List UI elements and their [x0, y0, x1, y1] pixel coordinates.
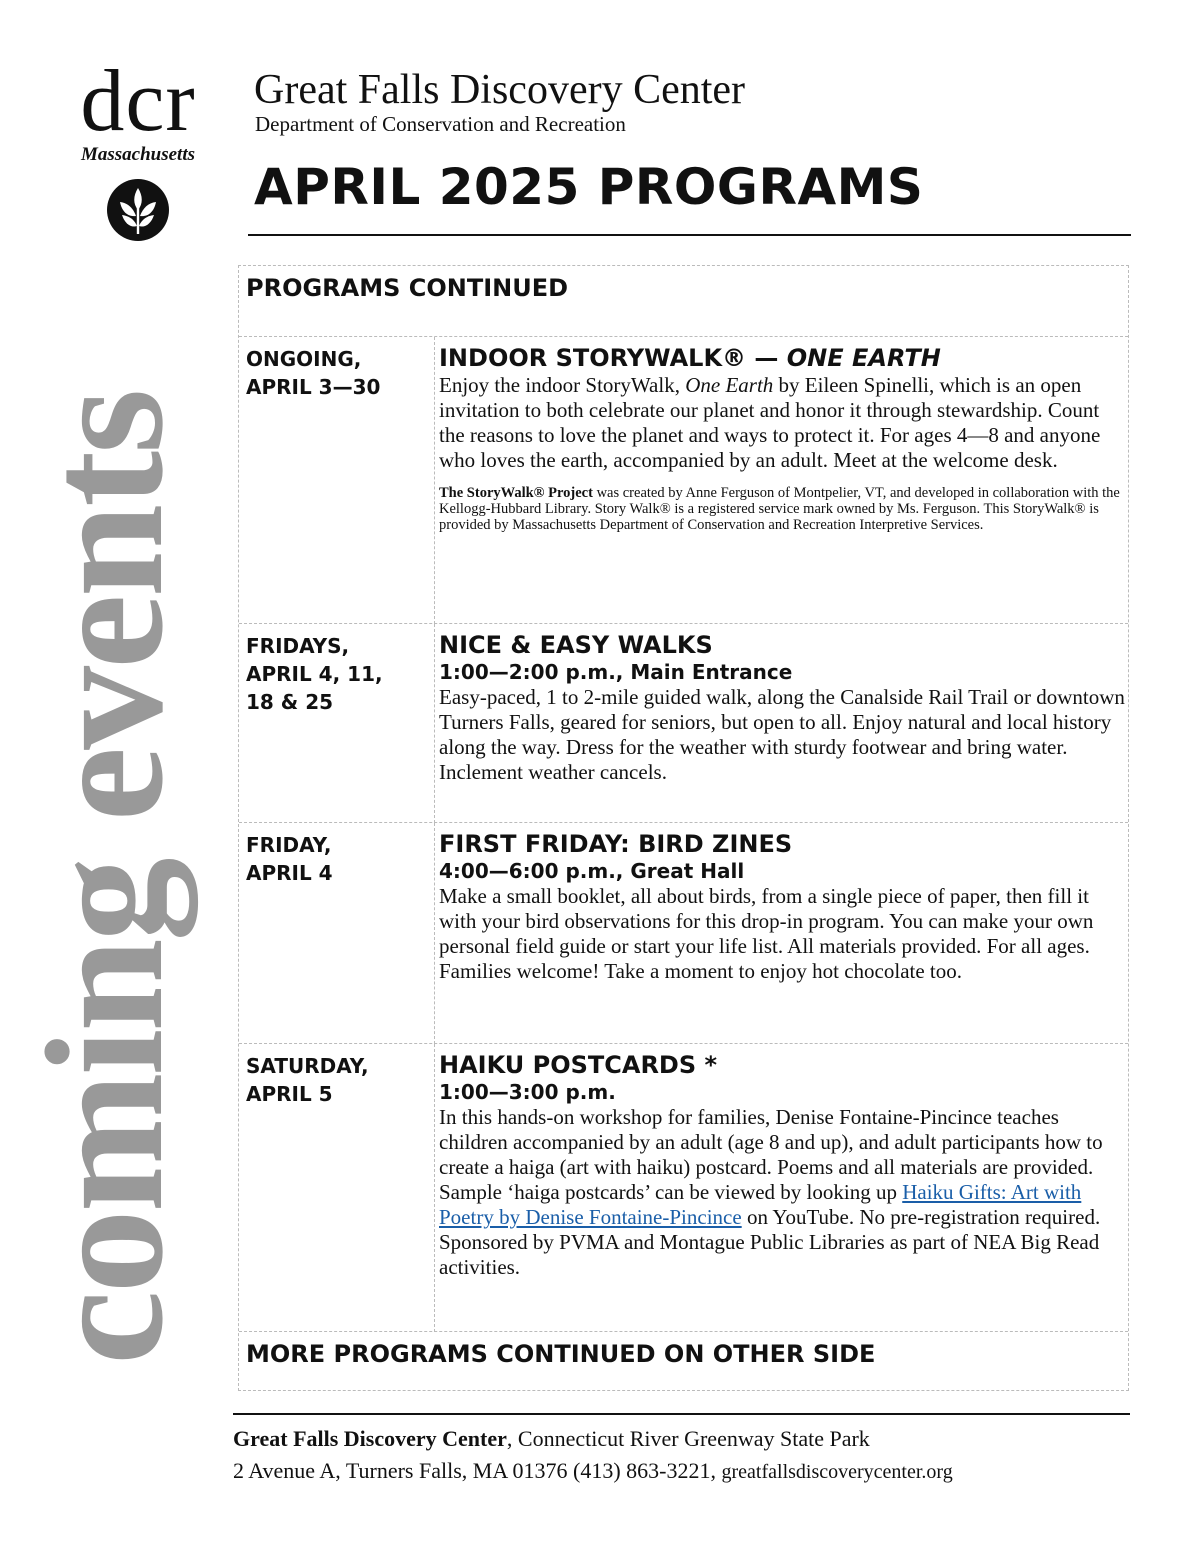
program-title: FIRST FRIDAY: BIRD ZINES: [439, 830, 793, 858]
program-date: [246, 632, 426, 716]
org-name: Great Falls Discovery Center: [254, 67, 746, 113]
table-row: [239, 822, 1128, 1044]
header-divider: [248, 234, 1131, 236]
program-time: 1:00—3:00 p.m.: [439, 1080, 616, 1104]
coming-events-title: coming events: [12, 391, 198, 1365]
programs-table: [238, 265, 1129, 1391]
program-title: HAIKU POSTCARDS *: [439, 1051, 718, 1079]
date-cell: [239, 823, 435, 1044]
table-header-row: [239, 266, 1128, 336]
program-date: [246, 1052, 426, 1108]
note-text: was created by Anne Ferguson of Montpelier, VT, and developed in collaboration with the Kellogg-Hubbard Library. Story Walk® is a registered service mark owned by Ms. Ferguson. This StoryWalk® is provided by Massachusetts Department of Conservation and Recreation Interpretive Services.: [439, 485, 1120, 533]
program-description: [439, 1105, 1125, 1280]
dcr-logo: [58, 53, 218, 247]
note-bold: The StoryWalk® Project: [439, 485, 593, 501]
department-name: Department of Conservation and Recreation: [255, 112, 626, 136]
more-programs-label: MORE PROGRAMS CONTINUED ON OTHER SIDE: [246, 1340, 876, 1368]
book-title: One Earth: [685, 373, 774, 397]
table-footer-row: [239, 1331, 1128, 1391]
program-time: 1:00—2:00 p.m., Main Entrance: [439, 660, 793, 684]
desc-text: by Eileen Spinelli, which is an open invitation to both celebrate our planet and honor it through stewardship. Count the reasons to love the planet and ways to protect it. For ages 4—8 and anyone who loves the earth, accompanied by an adult. Meet at the welcome desk.: [439, 373, 1101, 472]
program-description: [439, 373, 1125, 473]
date-line: APRIL 5: [246, 1082, 333, 1106]
footer-address: 2 Avenue A, Turners Falls, MA 01376 (413) 863-3221,: [233, 1458, 722, 1483]
program-date: [246, 831, 426, 887]
program-content: [439, 630, 1125, 785]
program-content: [439, 829, 1125, 984]
footer-org-name: Great Falls Discovery Center: [233, 1426, 507, 1451]
program-time: 4:00—6:00 p.m., Great Hall: [439, 859, 745, 883]
table-row: [239, 1043, 1128, 1332]
program-content: [439, 343, 1125, 533]
footer-divider: [233, 1413, 1130, 1415]
page-title: APRIL 2025 PROGRAMS: [254, 158, 924, 216]
program-description: Easy-paced, 1 to 2-mile guided walk, along the Canalside Rail Trail or downtown Turners Falls, geared for seniors, but open to all. Enjoy natural and local history along the way. Dress for the weather with sturdy footwear and bring water. Inclement weather cancels.: [439, 685, 1125, 784]
logo-state: Massachusetts: [80, 144, 196, 165]
date-line: APRIL 4: [246, 861, 333, 885]
date-line: FRIDAY,: [246, 833, 332, 857]
date-line: APRIL 4, 11,: [246, 662, 383, 686]
table-row: [239, 623, 1128, 823]
date-cell: [239, 624, 435, 823]
leaf-seal-icon: [106, 178, 170, 242]
desc-text: on YouTube. No pre-registration required. Sponsored by PVMA and Montague Public Libraries as part of NEA Big Read activities.: [439, 1205, 1101, 1279]
date-cell: [239, 1044, 435, 1332]
date-line: APRIL 3—30: [246, 375, 381, 399]
storywalk-note: [439, 485, 1125, 533]
footer-address-line: [233, 1458, 953, 1484]
haiku-gifts-link[interactable]: Haiku Gifts: Art with Poetry by Denise Fontaine-Pincince: [439, 1180, 1082, 1229]
logo-text: dcr: [80, 53, 196, 150]
program-date: [246, 345, 426, 401]
date-line: SATURDAY,: [246, 1054, 369, 1078]
title-text: INDOOR STORYWALK® —: [439, 344, 787, 372]
program-title: [439, 343, 1125, 373]
program-description: Make a small booklet, all about birds, from a single piece of paper, then fill it with your bird observations for this drop-in program. You can make your own personal field guide or start your life list. All materials provided. For all ages. Families welcome! Take a moment to enjoy hot chocolate too.: [439, 884, 1094, 983]
desc-text: Enjoy the indoor StoryWalk,: [439, 373, 686, 397]
table-row: [239, 336, 1128, 624]
program-title: NICE & EASY WALKS: [439, 631, 713, 659]
date-cell: [239, 337, 435, 624]
date-line: 18 & 25: [246, 690, 334, 714]
program-content: [439, 1050, 1125, 1280]
date-line: ONGOING,: [246, 347, 362, 371]
desc-text: In this hands-on workshop for families, Denise Fontaine-Pincince teaches children accompanied by an adult (age 8 and up), and adult participants how to create a haiga (art with haiku) postcard. Poems and all materials are provided. Sample ‘haiga postcards’ can be viewed by looking up: [439, 1105, 1103, 1204]
date-line: FRIDAYS,: [246, 634, 350, 658]
footer-website[interactable]: greatfallsdiscoverycenter.org: [721, 1461, 953, 1483]
footer-park: , Connecticut River Greenway State Park: [506, 1426, 870, 1451]
footer-org-line: [233, 1426, 870, 1452]
title-italic: ONE EARTH: [786, 344, 941, 372]
programs-continued-label: PROGRAMS CONTINUED: [246, 274, 569, 302]
